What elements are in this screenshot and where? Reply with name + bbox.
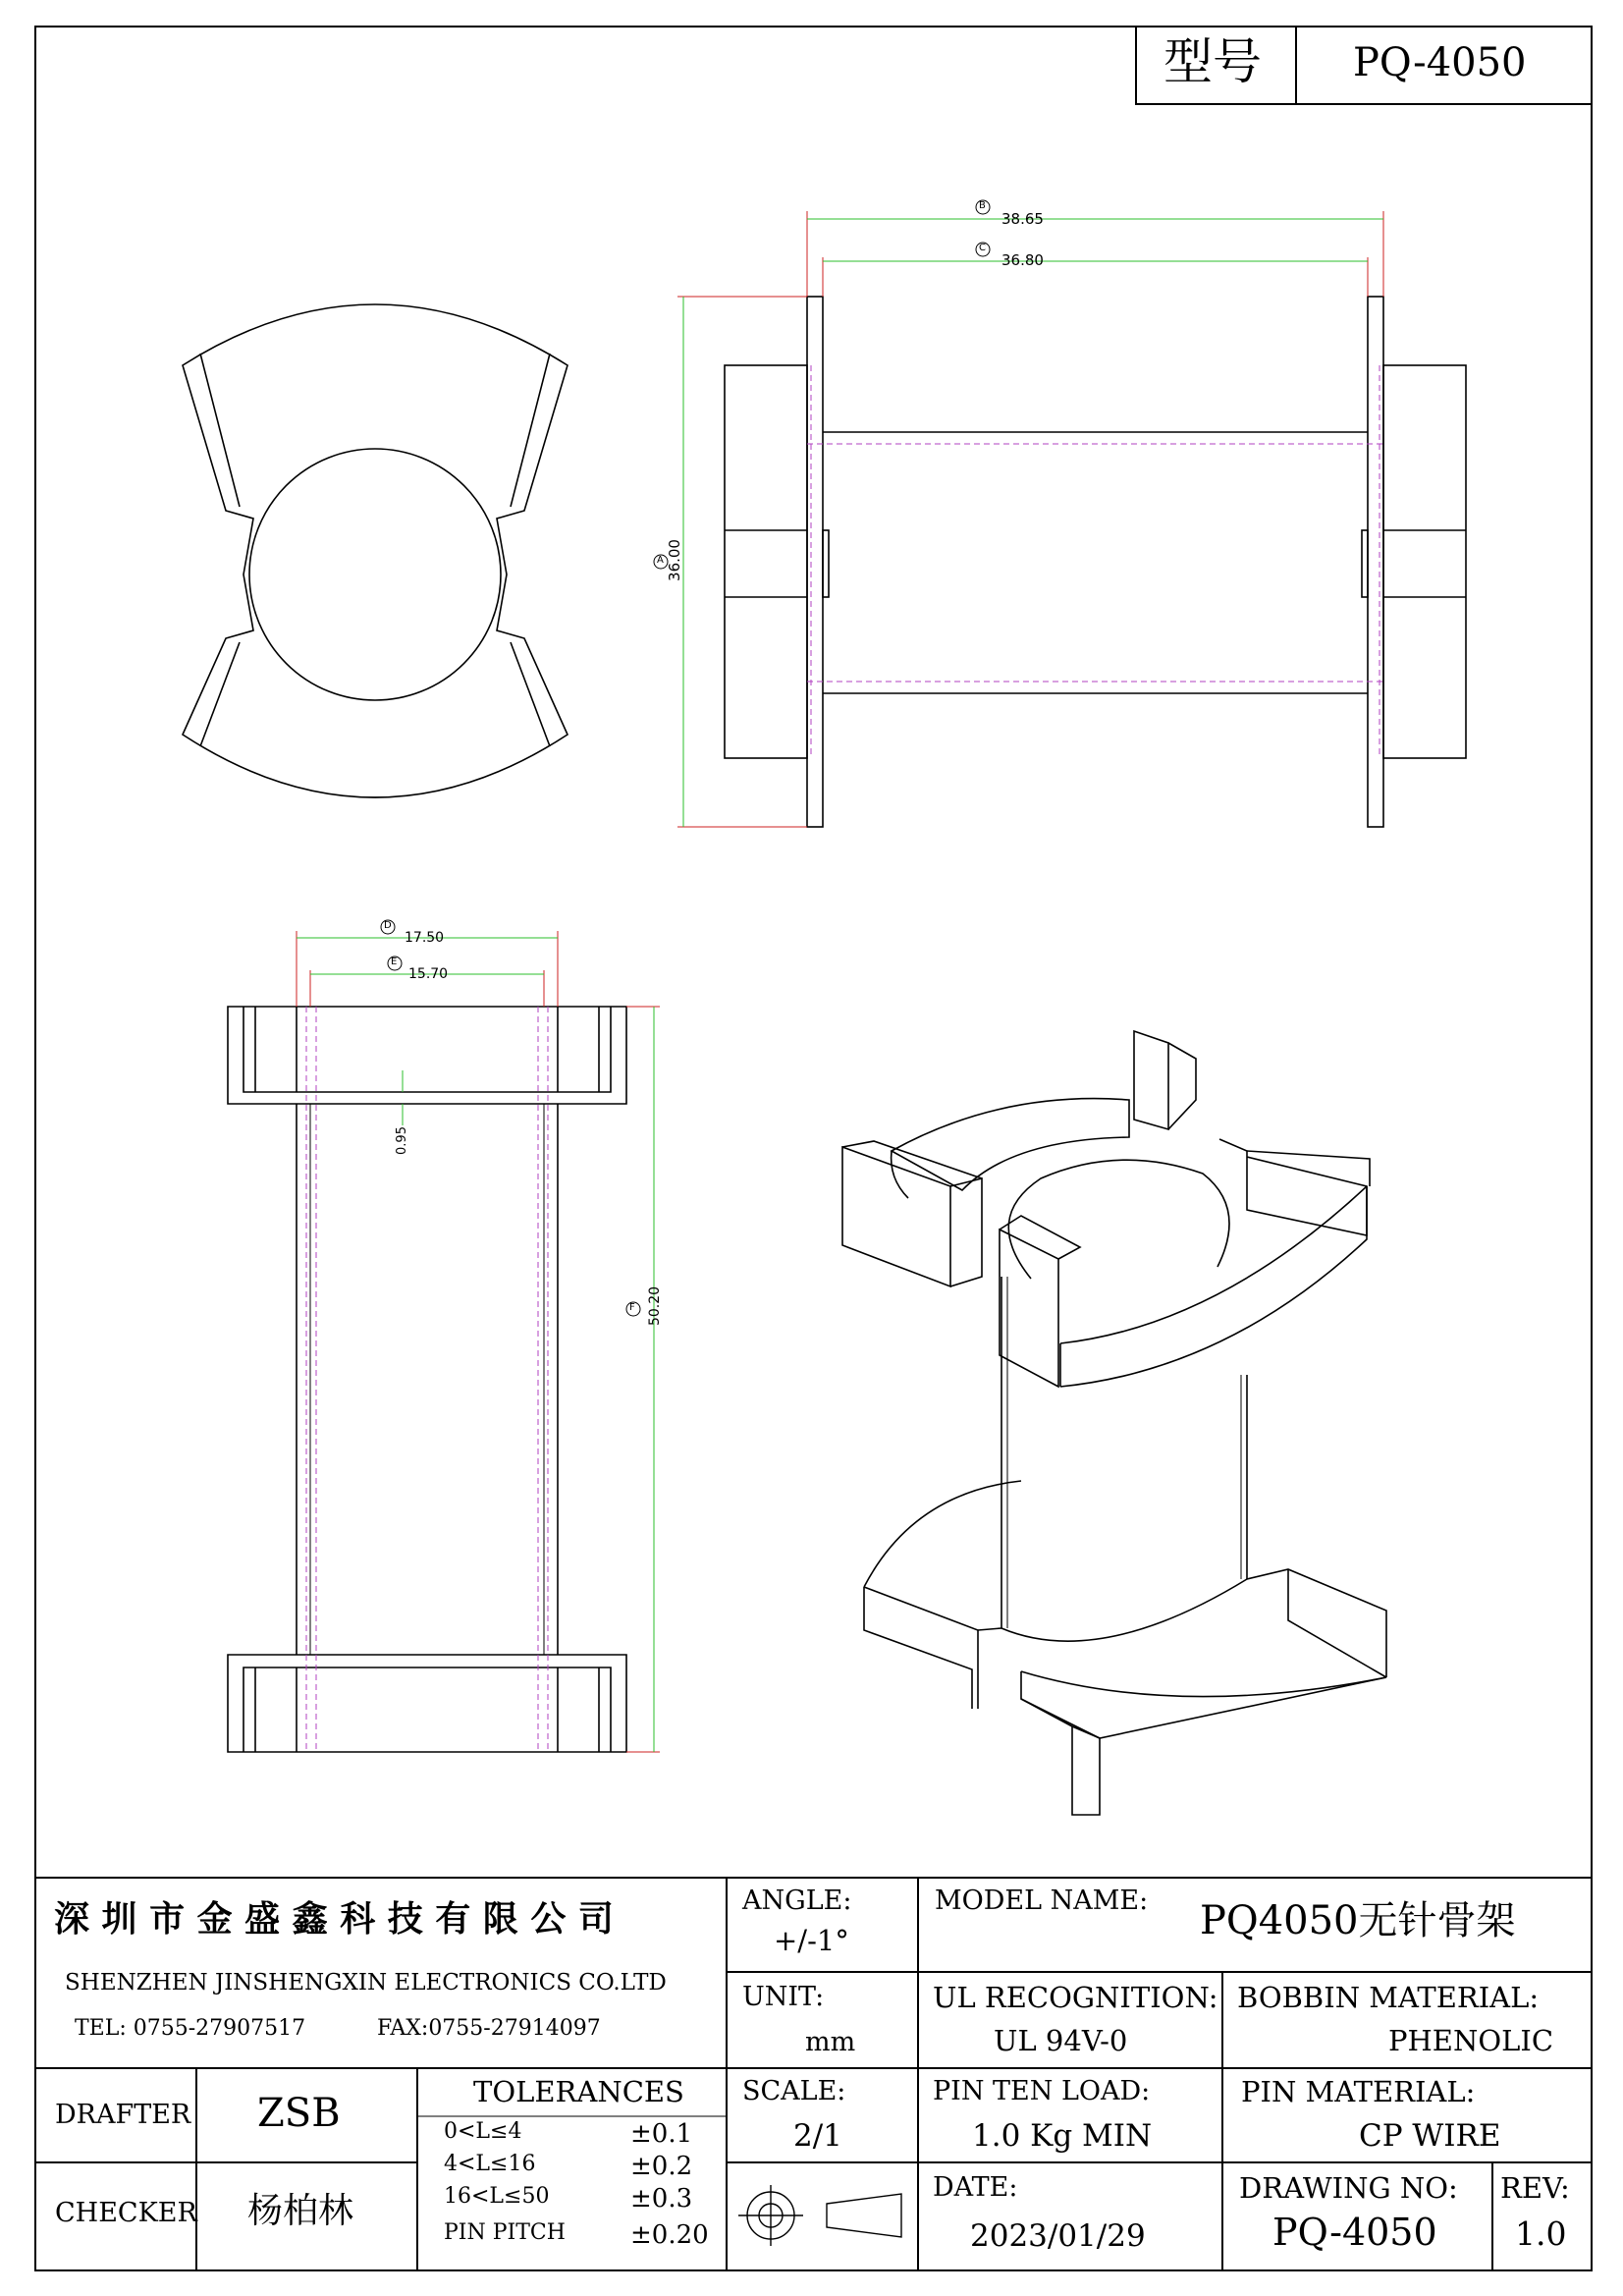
front-view-dimensions xyxy=(654,200,1383,827)
scale-label: SCALE: xyxy=(742,2076,846,2106)
side-view-dimensions xyxy=(297,920,664,1752)
top-view xyxy=(183,304,568,797)
company-name-cn: 深 圳 市 金 盛 鑫 科 技 有 限 公 司 xyxy=(54,1899,614,1940)
scale-value: 2/1 xyxy=(793,2118,842,2154)
projection-symbol xyxy=(738,2185,901,2246)
rev-label: REV: xyxy=(1500,2171,1570,2205)
pin-material-value: CP WIRE xyxy=(1359,2118,1501,2154)
company-fax: FAX:0755-27914097 xyxy=(377,2016,601,2041)
front-view-hidden xyxy=(807,365,1383,758)
ul-value: UL 94V-0 xyxy=(994,2024,1128,2057)
angle-value: +/-1° xyxy=(774,1924,849,1957)
dim-e-value: 15.70 xyxy=(408,966,449,982)
dim-c-value: 36.80 xyxy=(1001,251,1044,269)
drafter-label: DRAFTER xyxy=(55,2100,191,2130)
date-label: DATE: xyxy=(933,2172,1018,2203)
tolerance-range-2: 4<L≤16 xyxy=(444,2152,536,2176)
dim-a-value: 36.00 xyxy=(665,539,683,581)
header-model-label: 型号 xyxy=(1163,33,1262,90)
company-tel: TEL: 0755-27907517 xyxy=(75,2016,306,2041)
tolerance-value-1: ±0.1 xyxy=(630,2119,693,2149)
core-hole xyxy=(249,449,501,700)
dim-b-value: 38.65 xyxy=(1001,210,1044,228)
tolerances-label: TOLERANCES xyxy=(473,2075,684,2108)
bobbin-material-value: PHENOLIC xyxy=(1388,2024,1554,2057)
tolerance-range-1: 0<L≤4 xyxy=(444,2119,522,2144)
drawing-no-label: DRAWING NO: xyxy=(1239,2171,1458,2205)
pin-material-label: PIN MATERIAL: xyxy=(1241,2075,1476,2108)
isometric-view xyxy=(842,1031,1386,1815)
tolerance-range-4: PIN PITCH xyxy=(444,2220,566,2245)
dim-f-marker: F xyxy=(629,1302,635,1313)
checker-value: 杨柏林 xyxy=(247,2191,354,2231)
side-view xyxy=(228,1007,626,1752)
tolerance-value-4: ±0.20 xyxy=(630,2220,709,2250)
angle-label: ANGLE: xyxy=(742,1886,852,1916)
dim-b-marker: B xyxy=(979,200,986,211)
dim-d-marker: D xyxy=(384,920,392,931)
dim-d-value: 17.50 xyxy=(405,930,445,946)
bobbin-material-label: BOBBIN MATERIAL: xyxy=(1237,1981,1540,2014)
model-name-value: PQ4050无针骨架 xyxy=(1200,1898,1516,1943)
company-name-en: SHENZHEN JINSHENGXIN ELECTRONICS CO.LTD xyxy=(65,1970,667,1995)
drawing-no-value: PQ-4050 xyxy=(1272,2211,1437,2254)
model-name-label: MODEL NAME: xyxy=(935,1886,1149,1916)
ul-label: UL RECOGNITION: xyxy=(933,1981,1218,2014)
dim-wall-value: 0.95 xyxy=(394,1126,409,1155)
front-view xyxy=(725,297,1466,827)
dim-c-marker: C xyxy=(979,243,986,253)
dim-f-value: 50.20 xyxy=(647,1285,664,1327)
header-model-value: PQ-4050 xyxy=(1353,40,1527,85)
pin-ten-load-value: 1.0 Kg MIN xyxy=(972,2118,1153,2154)
tolerance-value-2: ±0.2 xyxy=(630,2152,693,2181)
rev-value: 1.0 xyxy=(1515,2214,1567,2253)
checker-label: CHECKER xyxy=(55,2198,197,2228)
dim-e-marker: E xyxy=(391,957,398,967)
tolerance-value-3: ±0.3 xyxy=(630,2184,693,2214)
pin-ten-load-label: PIN TEN LOAD: xyxy=(933,2076,1151,2106)
unit-label: UNIT: xyxy=(742,1982,825,2012)
date-value: 2023/01/29 xyxy=(970,2218,1146,2254)
tolerance-range-3: 16<L≤50 xyxy=(444,2184,550,2209)
drafter-value: ZSB xyxy=(257,2091,341,2136)
unit-value: mm xyxy=(805,2027,856,2057)
side-view-hidden xyxy=(306,1007,548,1752)
dim-a-marker: A xyxy=(657,555,664,566)
